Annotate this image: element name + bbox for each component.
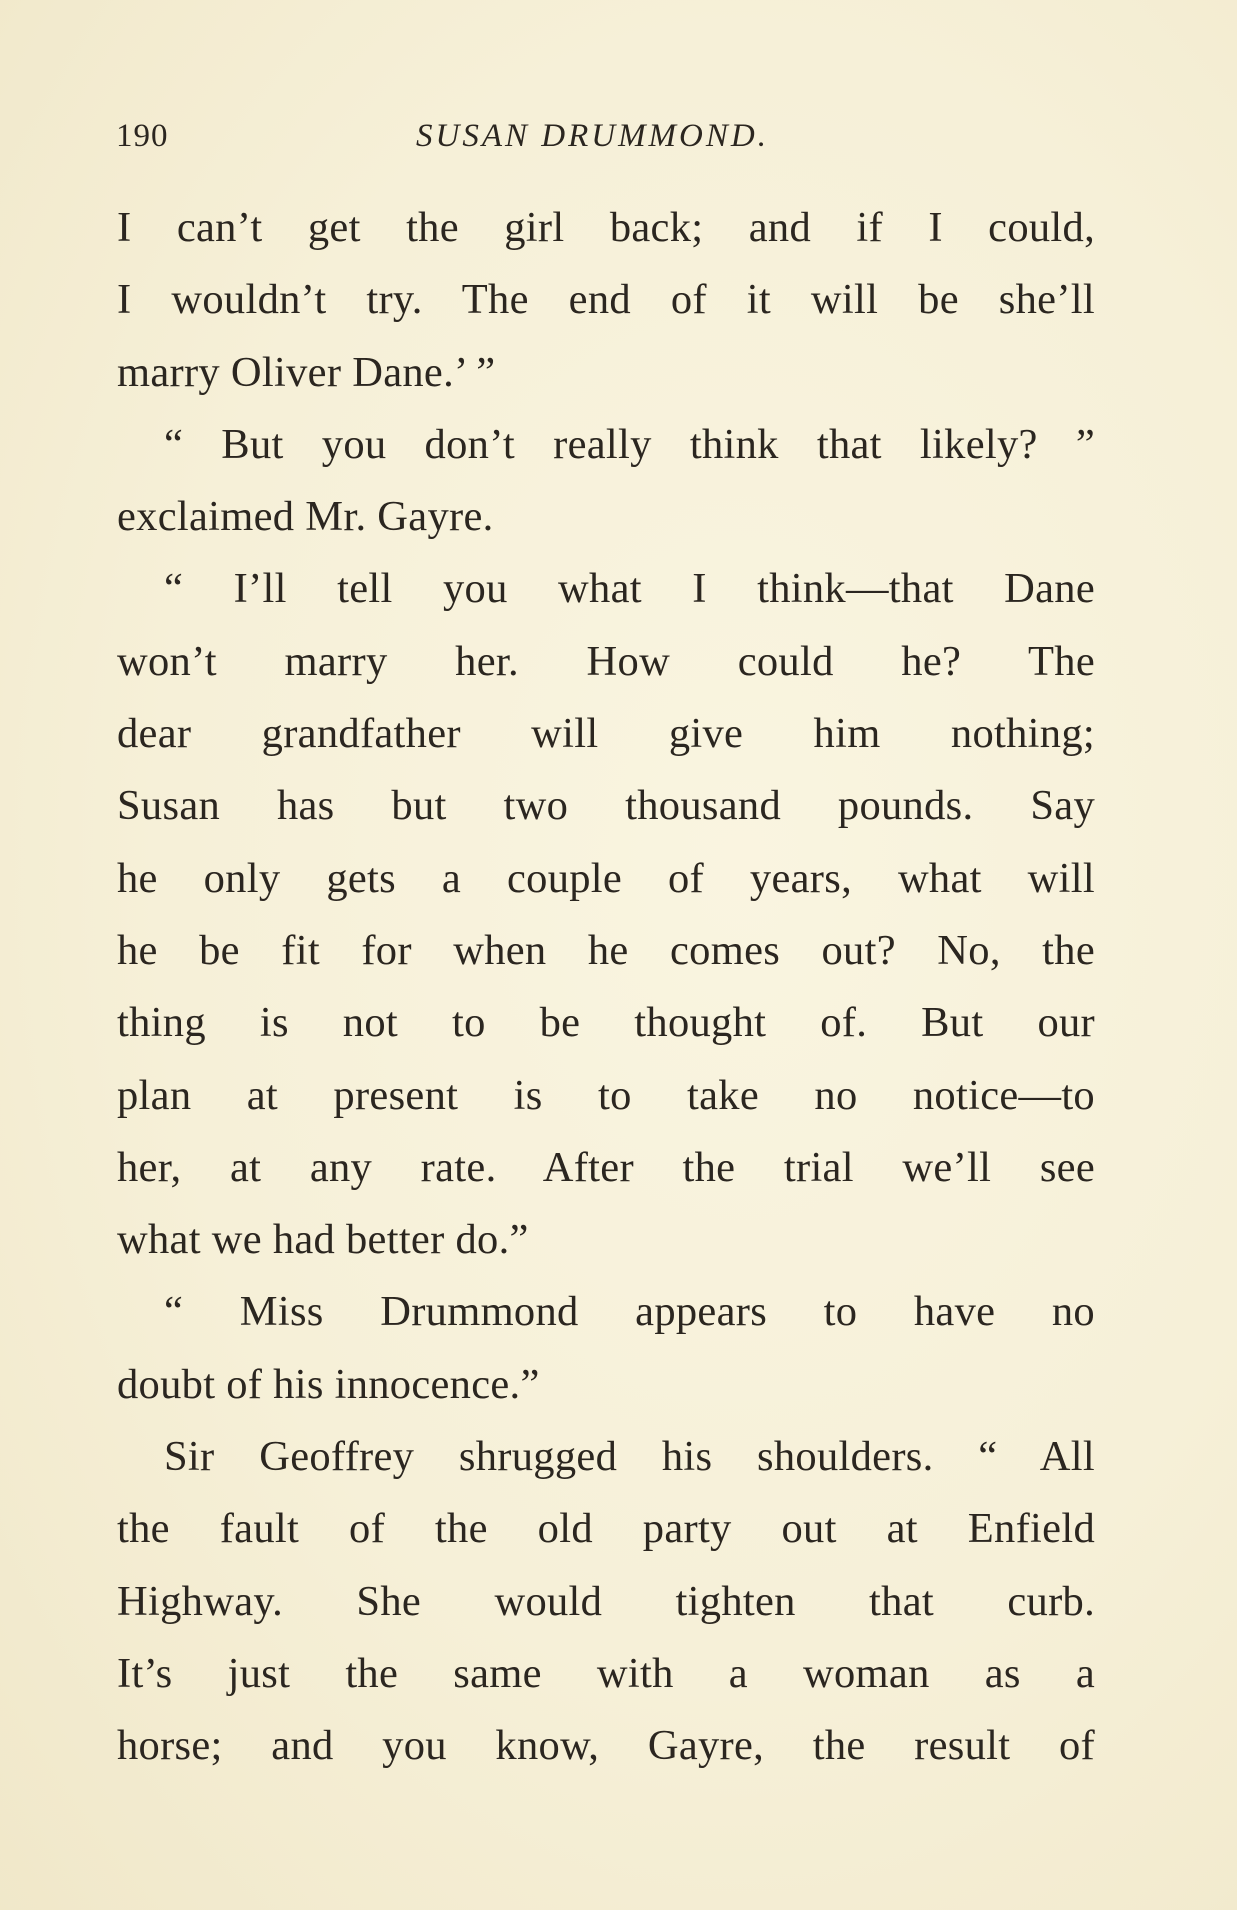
text-line: It’s just the same with a woman as a	[117, 1649, 1095, 1697]
text-line: I can’t get the girl back; and if I could,	[117, 204, 1095, 251]
text-line: the fault of the old party out at Enfield	[117, 1505, 1095, 1553]
page-number: 190	[116, 118, 169, 154]
text-line: Sir Geoffrey shrugged his shoulders. “ All	[164, 1433, 1095, 1481]
text-line: won’t marry her. How could he? The	[117, 637, 1095, 685]
text-line: marry Oliver Dane.’ ”	[117, 348, 496, 396]
text-line: he be fit for when he comes out? No, the	[117, 926, 1095, 974]
text-line: I wouldn’t try. The end of it will be she’ll	[117, 276, 1095, 324]
text-line: Susan has but two thousand pounds. Say	[117, 782, 1095, 830]
text-line: Highway. She would tighten that curb.	[117, 1577, 1095, 1625]
text-line: he only gets a couple of years, what will	[117, 854, 1095, 902]
body-text	[117, 192, 1095, 1783]
running-title: SUSAN DRUMMOND.	[416, 118, 769, 154]
text-line: horse; and you know, Gayre, the result of	[117, 1722, 1095, 1770]
text-line: doubt of his innocence.”	[117, 1360, 540, 1408]
text-line: plan at present is to take no notice—to	[117, 1071, 1095, 1119]
text-line: “ Miss Drummond appears to have no	[164, 1288, 1095, 1336]
text-line: “ But you don’t really think that likely? ”	[164, 420, 1095, 468]
text-line: her, at any rate. After the trial we’ll see	[117, 1143, 1095, 1191]
text-line: “ I’ll tell you what I think—that Dane	[164, 565, 1095, 613]
text-line: what we had better do.”	[117, 1216, 529, 1264]
text-line: exclaimed Mr. Gayre.	[117, 493, 494, 541]
running-head	[116, 118, 1096, 168]
text-line: dear grandfather will give him nothing;	[117, 710, 1095, 758]
text-line: thing is not to be thought of. But our	[117, 999, 1095, 1047]
